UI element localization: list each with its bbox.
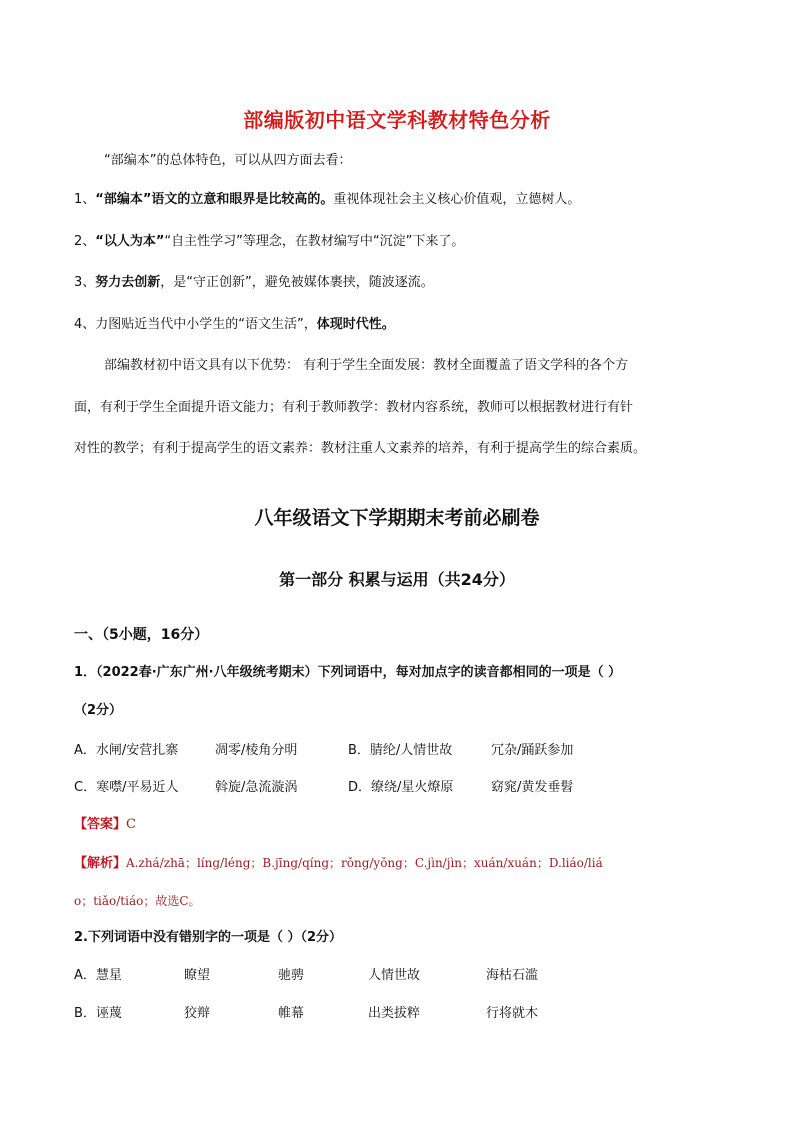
- point-1: [74, 190, 580, 210]
- point-num: 3、: [74, 275, 96, 290]
- advantage-line: 面，有利于学生全面提升语文能力；有利于教师教学：教材内容系统，教师可以根据教材进行有针: [74, 400, 634, 415]
- point-rest: 重视体现社会主义核心价值观，立德树人。: [333, 192, 581, 207]
- advantage-line: 部编教材初中语文具有以下优势： 有利于学生全面发展：教材全面覆盖了语文学科的各个方: [104, 358, 629, 373]
- point-bold: 努力去创新: [95, 275, 161, 290]
- q2-option-b-word3: 帷幕: [278, 1006, 305, 1021]
- section-title: 一、（5小题，16分）: [74, 627, 209, 643]
- point-bold: “部编本”语文的立意和眼界是比较高的。: [95, 192, 334, 207]
- q2-stem: 2.下列词语中没有错别字的一项是（ ）（2分）: [74, 930, 343, 945]
- point-3: [74, 273, 434, 293]
- q1-analysis-line2: o；tiǎo/tiáo；故选C。: [74, 894, 201, 908]
- q1-option-b2: 冗杂/踊跃参加: [491, 743, 574, 758]
- q1-score: （2分）: [74, 703, 123, 718]
- point-num: 2、: [74, 234, 96, 249]
- q1-answer: [74, 815, 136, 835]
- intro-text: “部编本”的总体特色，可以从四方面去看：: [104, 153, 352, 168]
- point-num: 1、: [74, 192, 96, 207]
- q2-option-b-word2: 狡辩: [184, 1006, 211, 1021]
- point-2: [74, 232, 464, 252]
- point-rest: “自主性学习”等理念，在教材编写中“沉淀”下来了。: [164, 234, 465, 249]
- q2-option-b-word4: 出类拔粹: [368, 1006, 421, 1021]
- q1-option-d2: 窈窕/黄发垂髫: [491, 780, 574, 795]
- q1-analysis-line1: [74, 853, 603, 874]
- analysis-text: A.zhá/zhā；líng/léng；B.jīng/qíng；rǒng/yǒng；C.jìn/jìn；xuán/xuán；D.liáo/liá: [126, 856, 603, 870]
- point-4: [74, 315, 395, 335]
- point-num: 4、: [74, 317, 96, 332]
- doc-title: 部编版初中语文学科教材特色分析: [243, 108, 551, 132]
- q1-option-c2: 斡旋/急流漩涡: [215, 780, 298, 795]
- q2-option-b-word5: 行将就木: [486, 1006, 539, 1021]
- q1-stem: 1．（2022春·广东广州·八年级统考期末）下列词语中，每对加点字的读音都相同的一项是（ ）: [74, 665, 622, 680]
- q2-option-b: B．诬蔑: [74, 1006, 122, 1021]
- exam-title: 八年级语文下学期期末考前必刷卷: [254, 507, 540, 529]
- q2-option-a-word2: 瞭望: [184, 968, 211, 983]
- point-rest: ，是“守正创新”，避免被媒体裹挟，随波逐流。: [160, 275, 434, 290]
- point-bold: “以人为本”: [95, 234, 165, 249]
- q1-option-b: B．腈纶/人情世故: [348, 743, 453, 758]
- q1-option-a: A．水闸/安营扎寨: [74, 743, 179, 758]
- q1-option-c: C．寒噤/平易近人: [74, 780, 179, 795]
- advantage-line: 对性的教学；有利于提高学生的语文素养：教材注重人文素养的培养，有利于提高学生的综合素质。: [74, 441, 647, 456]
- q1-option-a2: 凋零/棱角分明: [215, 743, 298, 758]
- q2-option-a-word4: 人情世故: [368, 968, 421, 983]
- answer-value: C: [126, 817, 136, 832]
- q2-option-a-word3: 驰骋: [278, 968, 305, 983]
- point-bold: 体现时代性。: [316, 317, 395, 332]
- q2-option-a: A．慧星: [74, 968, 122, 983]
- point-rest: 力图贴近当代中小学生的“语文生活”，: [95, 317, 317, 332]
- q1-option-d: D．缭绕/星火燎原: [348, 780, 454, 795]
- q2-option-a-word5: 海枯石滥: [486, 968, 539, 983]
- part-title: 第一部分 积累与运用（共24分）: [279, 570, 515, 589]
- answer-label: 【答案】: [74, 817, 127, 832]
- analysis-label: 【解析】: [74, 856, 127, 871]
